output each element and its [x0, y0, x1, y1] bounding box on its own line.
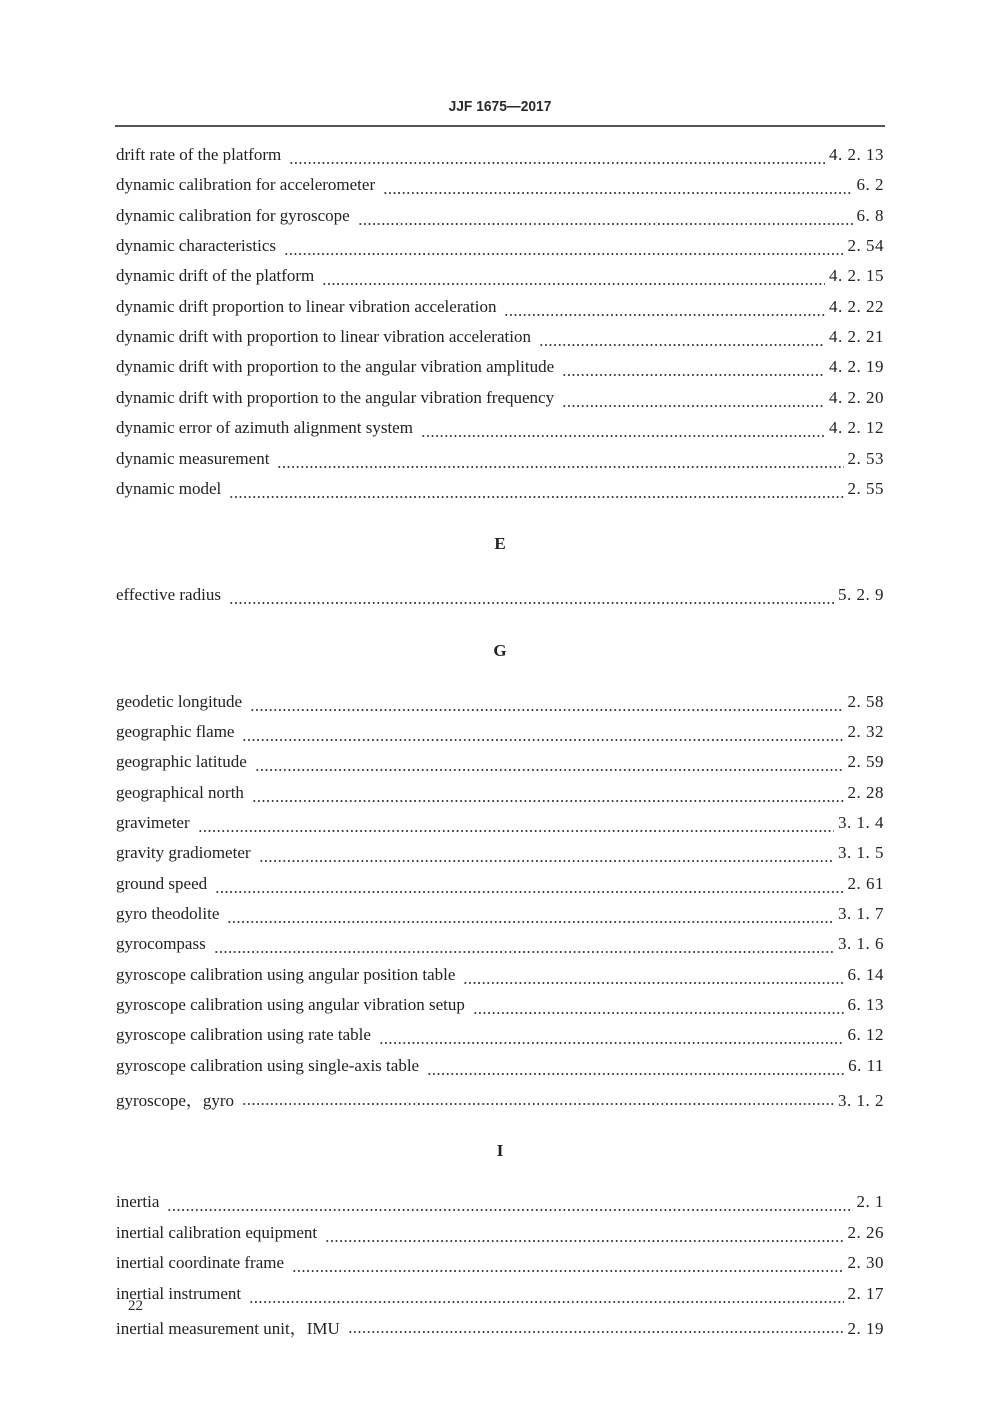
index-term: dynamic drift proportion to linear vibration acceleration — [116, 296, 497, 316]
page-header: JJF 1675—2017 — [448, 98, 552, 115]
page-number: 22 — [128, 1298, 143, 1314]
index-term: gravimeter — [116, 812, 190, 832]
index-term: dynamic drift with proportion to the angular vibration frequency — [116, 387, 555, 407]
index-term: inertial coordinate frame — [116, 1253, 285, 1273]
index-term: inertia — [116, 1192, 160, 1212]
index-reference: 2. 1 — [856, 1192, 884, 1212]
index-term: geographic flame — [116, 721, 235, 741]
index-entry — [116, 175, 884, 197]
index-reference: 3. 1. 6 — [838, 934, 884, 954]
dot-leader — [289, 151, 825, 165]
header-rule — [115, 125, 885, 127]
index-entry — [116, 813, 884, 835]
index-entry — [116, 752, 884, 774]
section-letter-heading: G — [493, 640, 507, 660]
index-term: gyroscope calibration using single-axis table — [116, 1055, 420, 1075]
dot-leader — [322, 272, 825, 286]
index-reference: 2. 32 — [847, 721, 884, 741]
index-term: dynamic calibration for gyroscope — [116, 205, 350, 225]
dot-leader — [427, 1062, 844, 1076]
dot-leader — [229, 485, 843, 499]
index-reference: 6. 14 — [847, 964, 884, 984]
dot-leader — [379, 1031, 844, 1045]
index-reference: 3. 1. 5 — [838, 843, 884, 863]
dot-leader — [214, 940, 834, 954]
index-reference: 2. 53 — [847, 448, 884, 468]
index-entry — [116, 692, 884, 714]
index-entry — [116, 357, 884, 379]
index-reference: 4. 2. 21 — [829, 327, 884, 347]
index-term: gyro theodolite — [116, 904, 220, 923]
dot-leader — [562, 394, 825, 408]
index-reference: 4. 2. 13 — [829, 145, 884, 164]
index-term: dynamic drift with proportion to the angular vibration amplitude — [116, 357, 555, 377]
index-reference: 6. 2 — [856, 175, 884, 195]
index-reference: 3. 1. 4 — [838, 812, 884, 832]
index-reference: 3. 1. 7 — [838, 904, 884, 923]
index-reference: 2. 19 — [847, 1318, 884, 1338]
index-term: inertial instrument — [116, 1283, 242, 1303]
index-reference: 5. 2. 9 — [838, 585, 884, 605]
dot-leader — [242, 1092, 834, 1106]
index-entry — [116, 843, 884, 865]
index-entry — [116, 1314, 884, 1336]
index-reference: 2. 17 — [847, 1283, 884, 1303]
dot-leader — [348, 1320, 844, 1334]
index-entry — [116, 783, 884, 805]
index-entry — [116, 1025, 884, 1047]
index-term: inertial measurement unit，IMU — [116, 1318, 340, 1338]
index-reference: 4. 2. 22 — [829, 296, 884, 316]
index-entry — [116, 874, 884, 896]
index-reference: 2. 61 — [847, 873, 884, 893]
index-term: ground speed — [116, 873, 208, 893]
index-reference: 6. 12 — [847, 1025, 884, 1045]
index-reference: 2. 58 — [847, 691, 884, 711]
dot-leader — [227, 910, 834, 924]
index-term: geographic latitude — [116, 752, 247, 772]
index-reference: 2. 55 — [847, 478, 884, 498]
dot-leader — [463, 971, 843, 985]
dot-leader — [255, 758, 844, 772]
index-entry — [116, 266, 884, 288]
index-term: inertial calibration equipment — [116, 1222, 318, 1242]
index-entry — [116, 904, 884, 926]
index-entry — [116, 995, 884, 1017]
index-entry — [116, 297, 884, 319]
section-letter-heading: I — [496, 1141, 504, 1161]
dot-leader — [421, 424, 825, 438]
index-entry — [116, 934, 884, 956]
index-term: gyrocompass — [116, 934, 206, 954]
index-entry — [116, 388, 884, 410]
dot-leader — [292, 1259, 843, 1273]
index-entry — [116, 585, 884, 607]
index-entry — [116, 479, 884, 501]
index-term: drift rate of the platform — [116, 145, 282, 164]
index-term: effective radius — [116, 585, 221, 605]
dot-leader — [562, 363, 825, 377]
index-entry — [116, 1056, 884, 1078]
index-term: gyroscope calibration using angular vibration setup — [116, 995, 465, 1015]
dot-leader — [259, 849, 834, 863]
dot-leader — [215, 880, 843, 894]
index-reference: 4. 2. 15 — [829, 266, 884, 286]
dot-leader — [358, 212, 853, 226]
index-term: gyroscope，gyro — [116, 1091, 235, 1111]
section-letter-heading: E — [494, 534, 506, 554]
dot-leader — [504, 303, 825, 317]
index-term: gravity gradiometer — [116, 843, 251, 863]
index-entry — [116, 206, 884, 228]
index-term: dynamic model — [116, 478, 222, 498]
index-entry — [116, 1253, 884, 1275]
dot-leader — [252, 789, 844, 803]
index-term: dynamic drift of the platform — [116, 266, 315, 286]
index-entry — [116, 965, 884, 987]
dot-leader — [198, 819, 834, 833]
index-term: gyroscope calibration using angular position table — [116, 964, 456, 984]
dot-leader — [539, 333, 825, 347]
index-term: geodetic longitude — [116, 691, 243, 711]
index-reference: 4. 2. 12 — [829, 418, 884, 438]
index-entry — [116, 418, 884, 440]
dot-leader — [277, 455, 843, 469]
index-reference: 2. 30 — [847, 1253, 884, 1273]
index-entry — [116, 1223, 884, 1245]
index-reference: 2. 26 — [847, 1222, 884, 1242]
index-reference: 6. 11 — [848, 1055, 884, 1075]
index-term: dynamic error of azimuth alignment system — [116, 418, 413, 438]
index-entry — [116, 1086, 884, 1111]
index-reference: 2. 28 — [847, 782, 884, 802]
index-term: dynamic characteristics — [116, 236, 277, 256]
index-term: geographical north — [116, 782, 244, 802]
index-reference: 3. 1. 2 — [838, 1091, 884, 1111]
dot-leader — [249, 1290, 843, 1304]
dot-leader — [284, 242, 843, 256]
index-reference: 2. 54 — [847, 236, 884, 256]
index-term: dynamic calibration for accelerometer — [116, 175, 376, 195]
index-reference: 4. 2. 20 — [829, 387, 884, 407]
index-reference: 4. 2. 19 — [829, 357, 884, 377]
index-entry — [116, 1284, 884, 1306]
dot-leader — [229, 591, 834, 605]
dot-leader — [325, 1229, 843, 1243]
index-reference: 2. 59 — [847, 752, 884, 772]
index-entry — [116, 1192, 884, 1214]
index-term: gyroscope calibration using rate table — [116, 1025, 371, 1045]
dot-leader — [383, 181, 852, 195]
index-entry — [116, 236, 884, 258]
index-entry — [116, 145, 884, 167]
dot-leader — [242, 728, 843, 742]
dot-leader — [167, 1198, 852, 1212]
dot-leader — [250, 698, 843, 712]
index-entry — [116, 449, 884, 471]
index-reference: 6. 13 — [847, 995, 884, 1015]
index-term: dynamic measurement — [116, 448, 270, 468]
dot-leader — [473, 1001, 844, 1015]
index-entry — [116, 722, 884, 744]
index-entry — [116, 327, 884, 349]
index-reference: 6. 8 — [856, 205, 884, 225]
index-term: dynamic drift with proportion to linear vibration acceleration — [116, 327, 531, 347]
